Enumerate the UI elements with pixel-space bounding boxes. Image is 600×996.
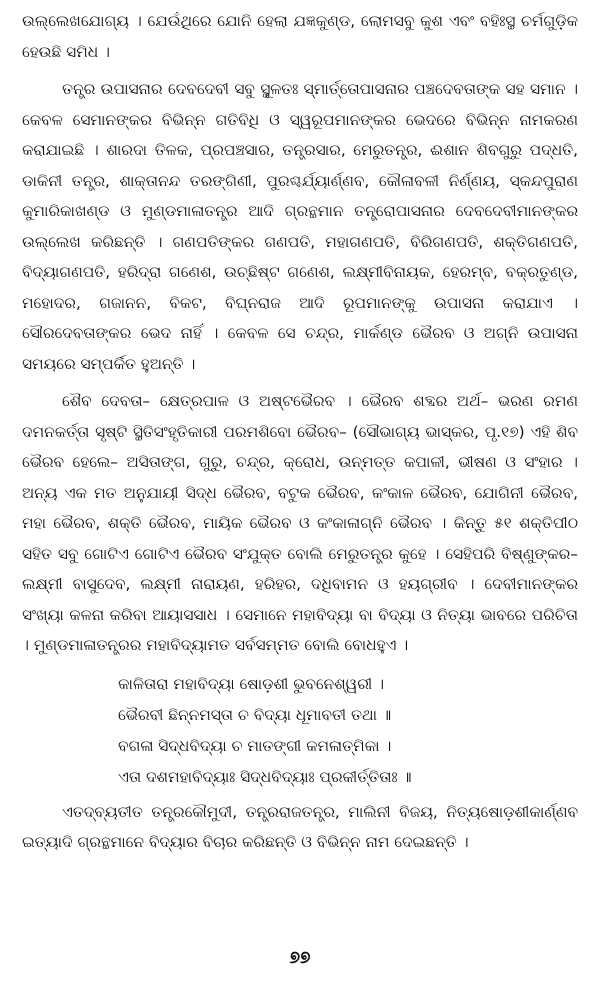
paragraph-continuation: ଉଲ୍ଲେଖଯୋଗ୍ୟ । ଯେଉଁଥିରେ ଯୋନି ହେଲା ଯଜ୍ଞକୁଣ୍ଡ, ଲୋମସବୁ କୁଶ ଏବଂ ବହିଃସ୍ଥ ଚର୍ମଗୁଡ଼ିକ ହେଉଛି ସମିଧ । — [22, 12, 578, 61]
verse-line: ଭୈରବୀ ଛିନ୍ନମସ୍ତା ଚ ବିଦ୍ୟା ଧୂମାବତୀ ତଥା ॥ — [118, 705, 392, 724]
verse-line: ଏତା ଦଶମହାବିଦ୍ୟାଃ ସିଦ୍ଧବିଦ୍ୟାଃ ପ୍ରକୀର୍ତ୍ତିତାଃ ॥ — [118, 767, 412, 786]
verse-line: କାଳିତାରା ମହାବିଦ୍ୟା ଷୋଡ଼ଶୀ ଭୁବନେଶ୍ୱରୀ । — [118, 674, 385, 693]
paragraph-tantra-deities: ତନ୍ତ୍ର ଉପାସନାର ଦେବଦେବୀ ସବୁ ସ୍ଥୂଳତଃ ସ୍ମାର୍ତ୍ତୋପାସନାର ପଞ୍ଚଦେବତାଙ୍କ ସହ ସମାନ । କେବଳ ସେମାନଙ୍କର ବିଭିନ୍ନ ଗତିବିଧି ଓ ସ୍ୱରୂପମାନଙ୍କର ଭେଦରେ ବିଭିନ୍ନ ନାମକରଣ କରାଯାଇଛି । ଶାରଦା ତିଳକ, ପ୍ରପଞ୍ଚସାର, ତନ୍ତ୍ରସାର, ମେରୁତନ୍ତ୍ର, ଈଶାନ ଶିବଗୁରୁ ପଦ୍ଧତି, ଡାକିନୀ ତନ୍ତ୍ର, ଶାକ୍ତାନନ୍ଦ ତରଙ୍ଗିଣୀ, ପୁରଶ୍ଚର୍ଯ୍ୟାର୍ଣ୍ଣବ, କୌଳାବଳୀ ନିର୍ଣ୍ଣୟ, ସ୍କନ୍ଦପୁରାଣ କୁମାରିକାଖଣ୍ଡ ଓ ମୁଣ୍ଡମାଳାତନ୍ତ୍ର ଆଦି ଗ୍ରନ୍ଥମାନ ତନ୍ତ୍ରୋପାସନାର ଦେବଦେବୀମାନଙ୍କର ଉଲ୍ଲେଖ କରିଛନ୍ତି । ଗଣପତିଙ୍କର ଗଣପତି, ମହାଗଣପତି, ବିରିଗଣପତି, ଶକ୍ତିଗଣପତି, ବିଦ୍ୟାଗଣପତି, ହରିଦ୍ରା ଗଣେଶ, ଉଚ୍ଛିଷ୍ଟ ଗଣେଶ, ଲକ୍ଷ୍ମୀବିନାୟକ, ହେରମ୍ବ, ବକ୍ରତୁଣ୍ଡ, ମହୋଦର, ଗଜାନନ, ବିକଟ, ବିଘ୍ନରାଜ ଆଦି ରୂପମାନଙ୍କୁ ଉପାସନା କରାଯାଏ । ସୌରଦେବତାଙ୍କର ଭେଦ ନାହିଁ । କେବଳ ସେ ଚନ୍ଦ୍ର, ମାର୍କଣ୍ଡ ଭୈରବ ଓ ଅଗ୍ନି ଉପାସନା ସମୟରେ ସମ୍ପର୍କିତ ହୁଅନ୍ତି । — [22, 80, 578, 373]
paragraph-closing: ଏତଦ୍ବ୍ୟତୀତ ତନ୍ତ୍ରକୌମୁଦୀ, ତନ୍ତ୍ରରାଜତନ୍ତ୍ର, ମାଲିନୀ ବିଜୟ, ନିତ୍ୟଷୋଡ଼ଶୀକାର୍ଣ୍ଣବ ଇତ୍ୟାଦି ଗ୍ରନ୍ଥମାନେ ବିଦ୍ୟାର ବିଚାର କରିଛନ୍ତି ଓ ବିଭିନ୍ନ ନାମ ଦେଇଛନ୍ତି । — [22, 802, 578, 851]
page-number: ୭୭ — [289, 948, 311, 968]
verse-line: ବଗଳା ସିଦ୍ଧବିଦ୍ୟା ଚ ମାତଙ୍ଗୀ କମଳାତ୍ମିକା । — [118, 736, 392, 755]
paragraph-shaiva-deities: ଶୈବ ଦେବତା– କ୍ଷେତ୍ରପାଳ ଓ ଅଷ୍ଟଭୈରବ । ଭୈରବ ଶବ୍ଦର ଅର୍ଥ– ଭରଣ ରମଣ ଦମନକର୍ତ୍ତା ସୃଷ୍ଟି ସ୍ଥିତିସଂହୃତିକାରୀ ପରମଶିବୋ ଭୈରବ– (ସୌଭାଗ୍ୟ ଭାସ୍କର, ପୃ.୧୭) ଏହି ଶିବ ଭୈରବ ହେଲେ– ଅସିତାଙ୍ଗ, ଗୁରୁ, ଚନ୍ଦ୍ର, କ୍ରୋଧ, ଉନ୍ମତ୍ତ କପାଳୀ, ଭୀଷଣ ଓ ସଂହାର । ଅନ୍ୟ ଏକ ମତ ଅନୁଯାୟୀ ସିଦ୍ଧ ଭୈରବ, ବଟୁକ ଭୈରବ, କଂକାଳ ଭୈରବ, ଯୋଗିନୀ ଭୈରବ, ମହା ଭୈରବ, ଶକ୍ତି ଭୈରବ, ମାୟିକ ଭୈରବ ଓ କଂକାଳାଗ୍ନି ଭୈରବ । କିନ୍ତୁ ୫୧ ଶକ୍ତିପୀଠ ସହିତ ସବୁ ଗୋଟିଏ ଗୋଟିଏ ଭୈରବ ସଂଯୁକ୍ତ ବୋଲି ମେରୁତନ୍ତ୍ର କୁହେ । ସେହିପରି ବିଷ୍ଣୁଙ୍କର– ଲକ୍ଷ୍ମୀ ବାସୁଦେବ, ଲକ୍ଷ୍ମୀ ନାରାୟଣ, ହରିହର, ଦଧିବାମନ ଓ ହୟଗ୍ରୀବ । ଦେବୀମାନଙ୍କର ସଂଖ୍ୟା କଳନା କରିବା ଆୟାସସାଧ । ସେମାନେ ମହାବିଦ୍ୟା ବା ବିଦ୍ୟା ଓ ନିତ୍ୟା ଭାବରେ ପରିଚିତା । ମୁଣ୍ଡମାଳାତନ୍ତ୍ରର ମହାବିଦ୍ୟାମତ ସର୍ବସମ୍ମତ ବୋଲି ବୋଧହୁଏ । — [22, 392, 578, 654]
sanskrit-verse-block — [22, 669, 578, 793]
